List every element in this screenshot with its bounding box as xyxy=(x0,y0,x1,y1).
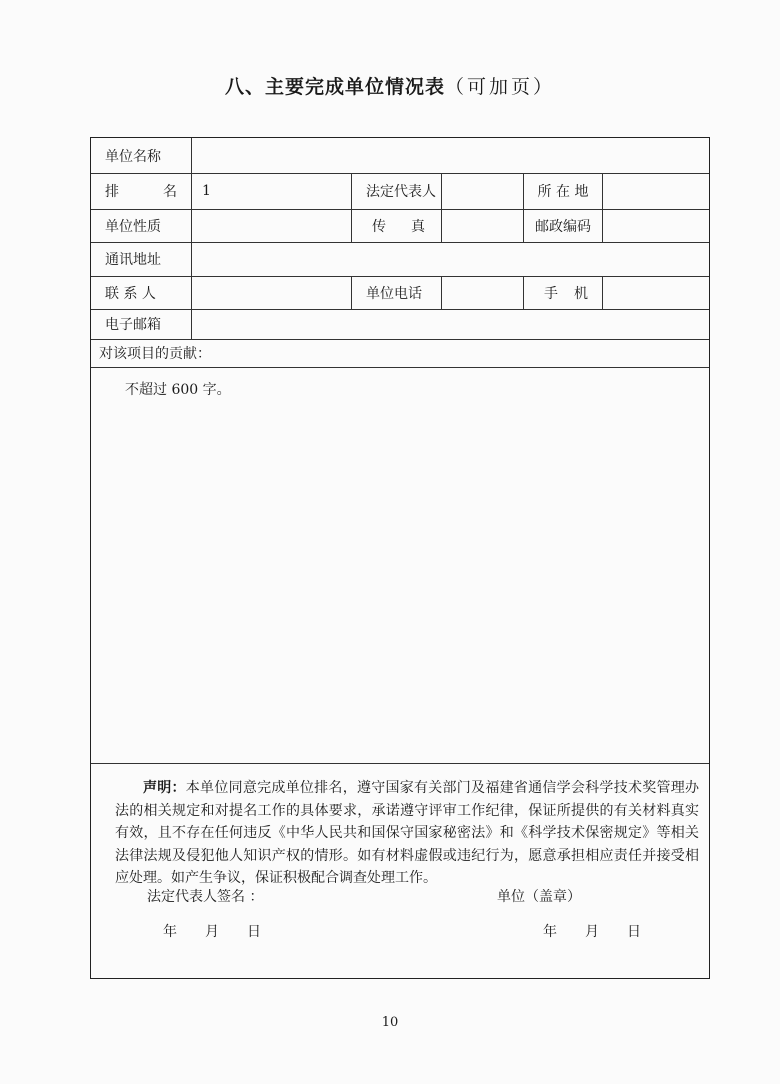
mobile-field[interactable] xyxy=(603,276,709,309)
nature-field[interactable] xyxy=(192,209,352,242)
date-left: 年 月 日 xyxy=(163,924,261,940)
row-nature xyxy=(91,209,709,243)
declaration-section xyxy=(91,763,709,978)
unit-seal-label: 单位（盖章） xyxy=(497,889,581,905)
phone-field[interactable] xyxy=(442,276,524,309)
page-number: 10 xyxy=(381,1015,399,1030)
rank-label xyxy=(91,173,192,209)
row-rank xyxy=(91,173,709,210)
address-field[interactable] xyxy=(192,242,709,276)
row-address xyxy=(91,242,709,277)
nature-label: 单位性质 xyxy=(91,209,192,242)
declaration-body: 本单位同意完成单位排名，遵守国家有关部门及福建省通信学会科学技术奖管理办法的相关规定和对提名工作的具体要求，承诺遵守评审工作纪律，保证所提供的有关材料真实有效，且不存在任何违反《中华人民共和国保守国家秘密法》和《科学技术保密规定》等相关法律法规及侵犯他人知识产权的情形。如有材料虚假或违纪行为，愿意承担相应责任并接受相应处理。如产生争议，保证积极配合调查处理工作。 xyxy=(115,780,700,886)
row-contact xyxy=(91,276,709,310)
rank-label-b: 名 xyxy=(163,184,177,200)
contribution-textarea[interactable] xyxy=(91,367,709,764)
email-label: 电子邮箱 xyxy=(91,309,192,339)
contact-field[interactable] xyxy=(192,276,352,309)
row-unit-name xyxy=(91,138,709,174)
contact-label: 联 系 人 xyxy=(91,276,192,309)
page-title xyxy=(0,72,780,99)
declaration-head: 声明： xyxy=(143,780,186,796)
rank-label-a: 排 xyxy=(105,184,119,200)
fax-label xyxy=(352,209,442,242)
title-sub: （可加页） xyxy=(445,76,556,98)
mobile-label-a: 手 xyxy=(544,285,558,302)
mobile-label-b: 机 xyxy=(574,285,588,302)
declaration-text xyxy=(115,777,699,890)
legal-rep-signature-label: 法定代表人签名 ： xyxy=(147,889,264,905)
legal-rep-label: 法定代表人 xyxy=(352,173,442,209)
title-main: 八、主要完成单位情况表 xyxy=(224,76,445,98)
location-field[interactable] xyxy=(603,173,709,209)
contribution-label: 对该项目的贡献： xyxy=(99,346,211,362)
row-email xyxy=(91,309,709,340)
fax-label-b: 真 xyxy=(411,218,425,235)
postcode-label: 邮政编码 xyxy=(524,209,603,242)
address-label: 通讯地址 xyxy=(91,242,192,276)
fax-field[interactable] xyxy=(442,209,524,242)
email-field[interactable] xyxy=(192,309,709,339)
row-contribution-label xyxy=(91,339,709,368)
unit-name-field[interactable] xyxy=(192,138,709,173)
unit-info-form xyxy=(90,137,710,979)
location-label: 所 在 地 xyxy=(524,173,603,209)
phone-label: 单位电话 xyxy=(352,276,442,309)
contribution-hint: 不超过 600 字。 xyxy=(125,382,231,398)
date-right: 年 月 日 xyxy=(543,924,641,940)
fax-label-a: 传 xyxy=(372,218,386,235)
postcode-field[interactable] xyxy=(603,209,709,242)
unit-name-label: 单位名称 xyxy=(91,138,192,173)
rank-field[interactable]: 1 xyxy=(192,173,352,209)
legal-rep-field[interactable] xyxy=(442,173,524,209)
mobile-label xyxy=(524,276,603,309)
